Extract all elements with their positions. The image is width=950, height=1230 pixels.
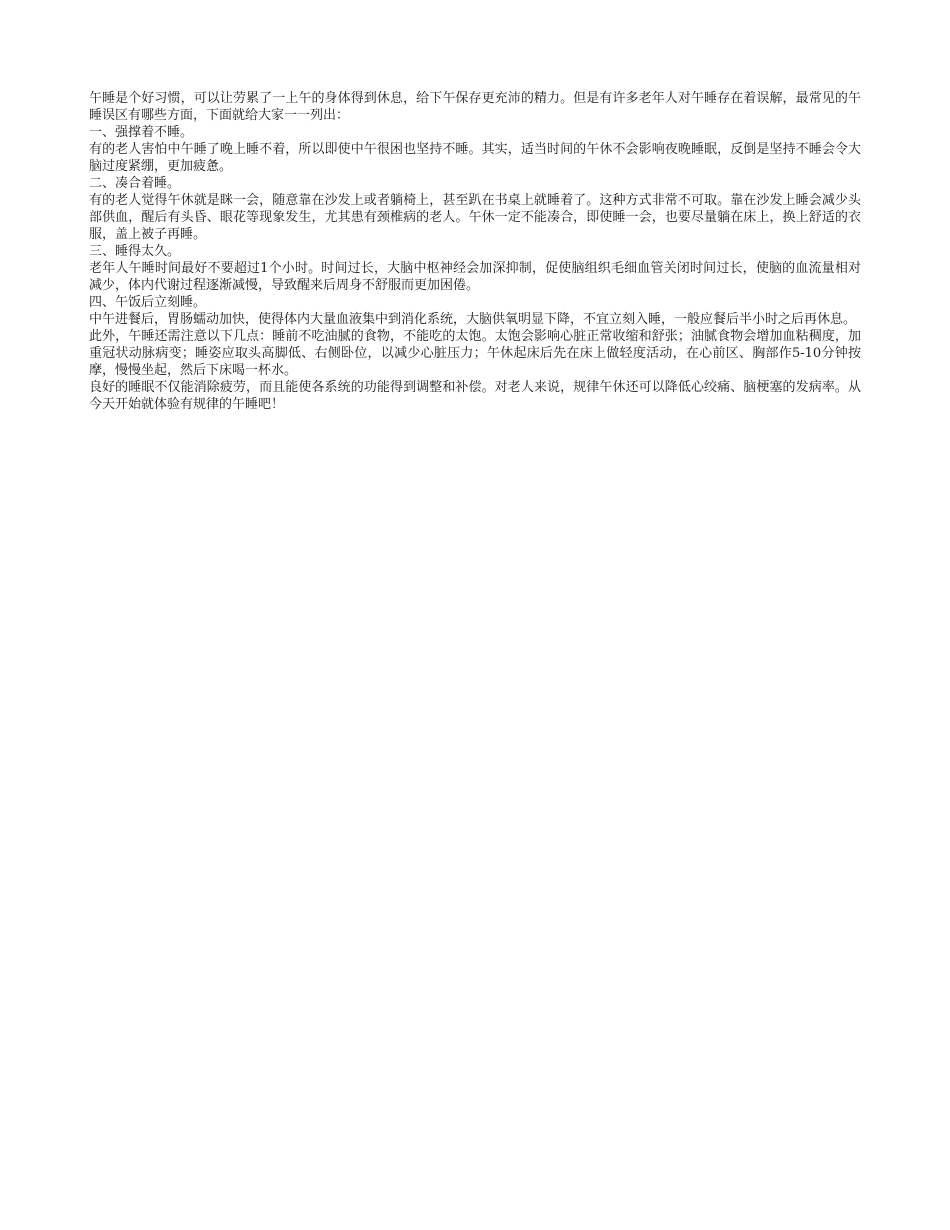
section-heading-2: 二、凑合着睡。 — [89, 176, 181, 191]
document-body — [89, 90, 861, 413]
section-body-4: 中午进餐后，胃肠蠕动加快，使得体内大量血液集中到消化系统，大脑供氧明显下降，不宜立刻入睡，一般应餐后半小时之后再休息。 — [89, 312, 857, 327]
intro-paragraph: 午睡是个好习惯，可以让劳累了一上午的身体得到休息，给下午保存更充沛的精力。但是有许多老年人对午睡存在着误解，最常见的午睡误区有哪些方面，下面就给大家一一列出： — [89, 91, 861, 123]
section-heading-3: 三、睡得太久。 — [89, 244, 181, 259]
section-body-2: 有的老人觉得午休就是眯一会，随意靠在沙发上或者躺椅上，甚至趴在书桌上就睡着了。这种方式非常不可取。靠在沙发上睡会减少头部供血，醒后有头昏、眼花等现象发生，尤其患有颈椎病的老人。午休一定不能凑合，即使睡一会，也要尽量躺在床上，换上舒适的衣服，盖上被子再睡。 — [89, 193, 861, 242]
section-heading-4: 四、午饭后立刻睡。 — [89, 295, 207, 310]
additional-notes-paragraph: 此外，午睡还需注意以下几点：睡前不吃油腻的食物，不能吃的太饱。太饱会影响心脏正常收缩和舒张；油腻食物会增加血粘稠度，加重冠状动脉病变；睡姿应取头高脚低、右侧卧位，以减少心脏压力；午休起床后先在床上做轻度活动，在心前区、胸部作5-10分钟按摩，慢慢坐起，然后下床喝一杯水。 — [89, 329, 861, 378]
section-body-3: 老年人午睡时间最好不要超过1个小时。时间过长，大脑中枢神经会加深抑制，促使脑组织毛细血管关闭时间过长，使脑的血流量相对减少，体内代谢过程逐渐减慢，导致醒来后周身不舒服而更加困倦。 — [89, 261, 861, 293]
section-body-1: 有的老人害怕中午睡了晚上睡不着，所以即使中午很困也坚持不睡。其实，适当时间的午休不会影响夜晚睡眠，反倒是坚持不睡会令大脑过度紧绷，更加疲惫。 — [89, 142, 861, 174]
conclusion-paragraph: 良好的睡眠不仅能消除疲劳，而且能使各系统的功能得到调整和补偿。对老人来说，规律午休还可以降低心绞痛、脑梗塞的发病率。从今天开始就体验有规律的午睡吧！ — [89, 380, 861, 412]
section-heading-1: 一、强撑着不睡。 — [89, 125, 194, 140]
